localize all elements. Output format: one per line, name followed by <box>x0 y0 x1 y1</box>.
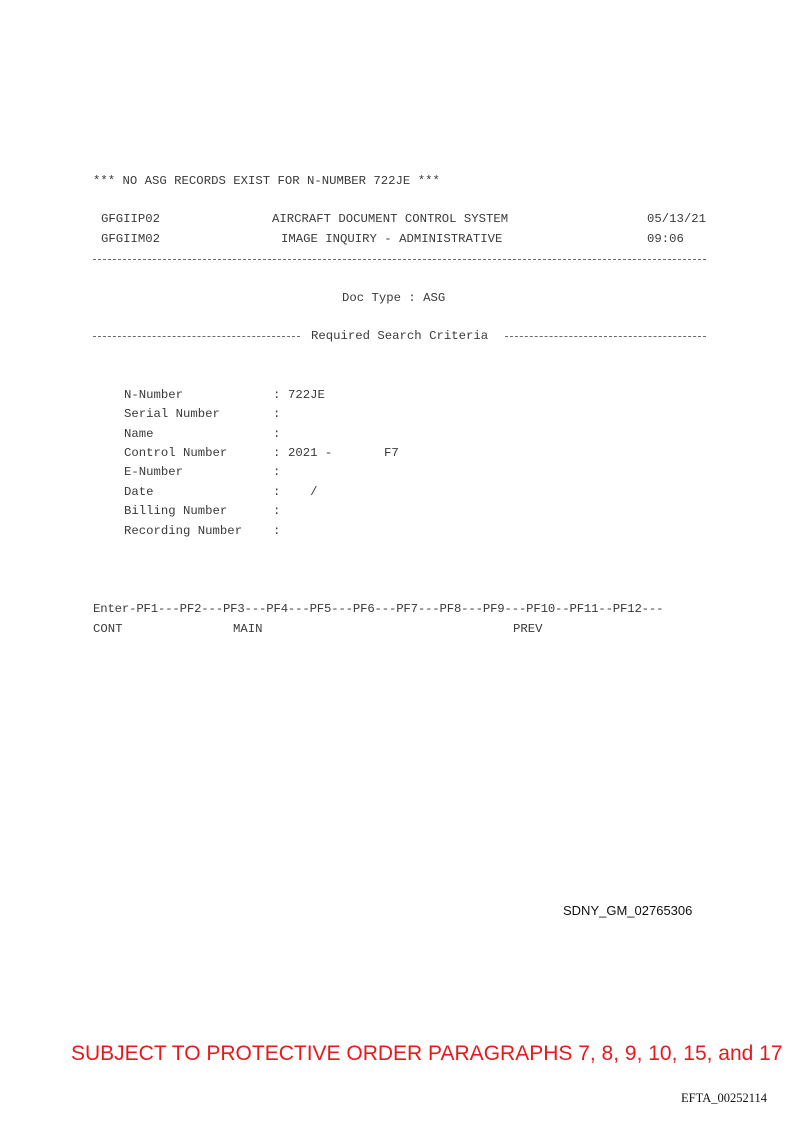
field-colon: : <box>273 485 281 499</box>
header-date: 05/13/21 <box>647 212 707 226</box>
field-colon: : <box>273 465 281 479</box>
field-colon: : <box>273 407 281 421</box>
field-label-n-number: N-Number <box>124 388 184 402</box>
field-label-date: Date <box>124 485 154 499</box>
header-divider <box>93 259 706 260</box>
section-rule-right <box>505 336 706 337</box>
field-label-recording-number: Recording Number <box>124 524 243 538</box>
pf-keys-line: Enter-PF1---PF2---PF3---PF4---PF5---PF6---PF7---PF8---PF9---PF10--PF11--PF12--- <box>93 602 664 616</box>
control-number-field[interactable]: 2021 - <box>288 446 333 460</box>
field-colon: : <box>273 446 281 460</box>
header-time: 09:06 <box>647 232 684 246</box>
pf3-main-action[interactable]: MAIN <box>233 622 263 636</box>
n-number-field[interactable]: 722JE <box>288 388 325 402</box>
field-colon: : <box>273 504 281 518</box>
program-id: GFGIIP02 <box>101 212 161 226</box>
map-id: GFGIIM02 <box>101 232 161 246</box>
enter-cont-action[interactable]: CONT <box>93 622 123 636</box>
field-label-name: Name <box>124 427 154 441</box>
bates-number: SDNY_GM_02765306 <box>563 903 693 918</box>
field-label-billing-number: Billing Number <box>124 504 228 518</box>
field-label-control-number: Control Number <box>124 446 228 460</box>
status-message: *** NO ASG RECORDS EXIST FOR N-NUMBER 722JE *** <box>93 174 440 188</box>
section-title: Required Search Criteria <box>311 329 489 343</box>
section-rule-left <box>93 336 300 337</box>
field-colon: : <box>273 388 281 402</box>
field-colon: : <box>273 427 281 441</box>
field-label-serial-number: Serial Number <box>124 407 220 421</box>
date-field[interactable]: / <box>288 485 318 499</box>
protective-order-notice: SUBJECT TO PROTECTIVE ORDER PARAGRAPHS 7, 8, 9, 10, 15, and 17 <box>71 1042 783 1065</box>
screen-title: IMAGE INQUIRY - ADMINISTRATIVE <box>281 232 503 246</box>
control-number-suffix-field[interactable]: F7 <box>384 446 399 460</box>
system-title: AIRCRAFT DOCUMENT CONTROL SYSTEM <box>272 212 509 226</box>
doc-type: Doc Type : ASG <box>342 291 446 305</box>
efta-number: EFTA_00252114 <box>681 1091 768 1105</box>
field-label-e-number: E-Number <box>124 465 184 479</box>
field-colon: : <box>273 524 281 538</box>
pf8-prev-action[interactable]: PREV <box>513 622 543 636</box>
